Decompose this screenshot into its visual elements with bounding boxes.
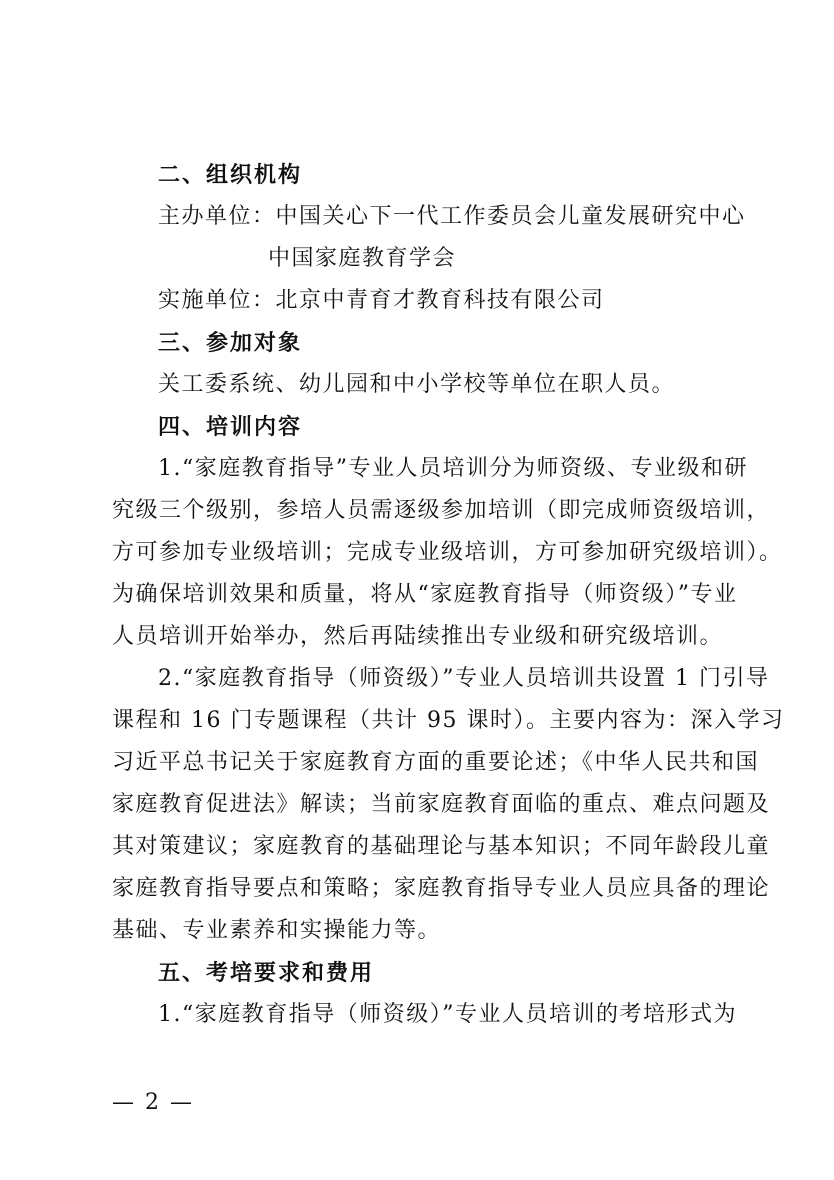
content-para2-line: 基础、专业素养和实操能力等。 — [112, 918, 442, 943]
section-heading-training-content: 四、培训内容 — [158, 414, 303, 440]
implementer-unit-line: 实施单位：北京中青育才教育科技有限公司 — [158, 288, 605, 313]
requirements-para1-line: 1.“家庭教育指导（师资级）”专业人员培训的考培形式为 — [158, 1002, 737, 1027]
section-heading-organization: 二、组织机构 — [158, 162, 303, 188]
host-unit-line-2: 中国家庭教育学会 — [268, 246, 457, 271]
content-para1-line: 为确保培训效果和质量，将从“家庭教育指导（师资级）”专业 — [112, 582, 738, 607]
content-para1-line: 究级三个级别，参培人员需逐级参加培训（即完成师资级培训， — [112, 498, 771, 523]
section-heading-requirements-fees: 五、考培要求和费用 — [158, 960, 375, 986]
content-para2-line: 课程和 16 门专题课程（共计 95 课时）。主要内容为：深入学习 — [112, 708, 785, 733]
content-para1-line: 1.“家庭教育指导”专业人员培训分为师资级、专业级和研 — [158, 456, 748, 481]
content-para2-line: 家庭教育指导要点和策略；家庭教育指导专业人员应具备的理论 — [112, 876, 771, 901]
content-para2-line: 其对策建议；家庭教育的基础理论与基本知识；不同年龄段儿童 — [112, 834, 771, 859]
page-number: — 2 — — [112, 1090, 194, 1115]
content-para2-line: 习近平总书记关于家庭教育方面的重要论述；《中华人民共和国 — [112, 750, 760, 775]
participants-text: 关工委系统、幼儿园和中小学校等单位在职人员。 — [158, 372, 676, 397]
content-para1-line: 方可参加专业级培训；完成专业级培训，方可参加研究级培训）。 — [112, 540, 783, 565]
section-heading-participants: 三、参加对象 — [158, 330, 303, 356]
content-para2-line: 2.“家庭教育指导（师资级）”专业人员培训共设置 1 门引导 — [158, 666, 770, 691]
content-para1-line: 人员培训开始举办，然后再陆续推出专业级和研究级培训。 — [112, 624, 724, 649]
content-para2-line: 家庭教育促进法》解读；当前家庭教育面临的重点、难点问题及 — [112, 792, 771, 817]
host-unit-line: 主办单位：中国关心下一代工作委员会儿童发展研究中心 — [158, 204, 746, 229]
